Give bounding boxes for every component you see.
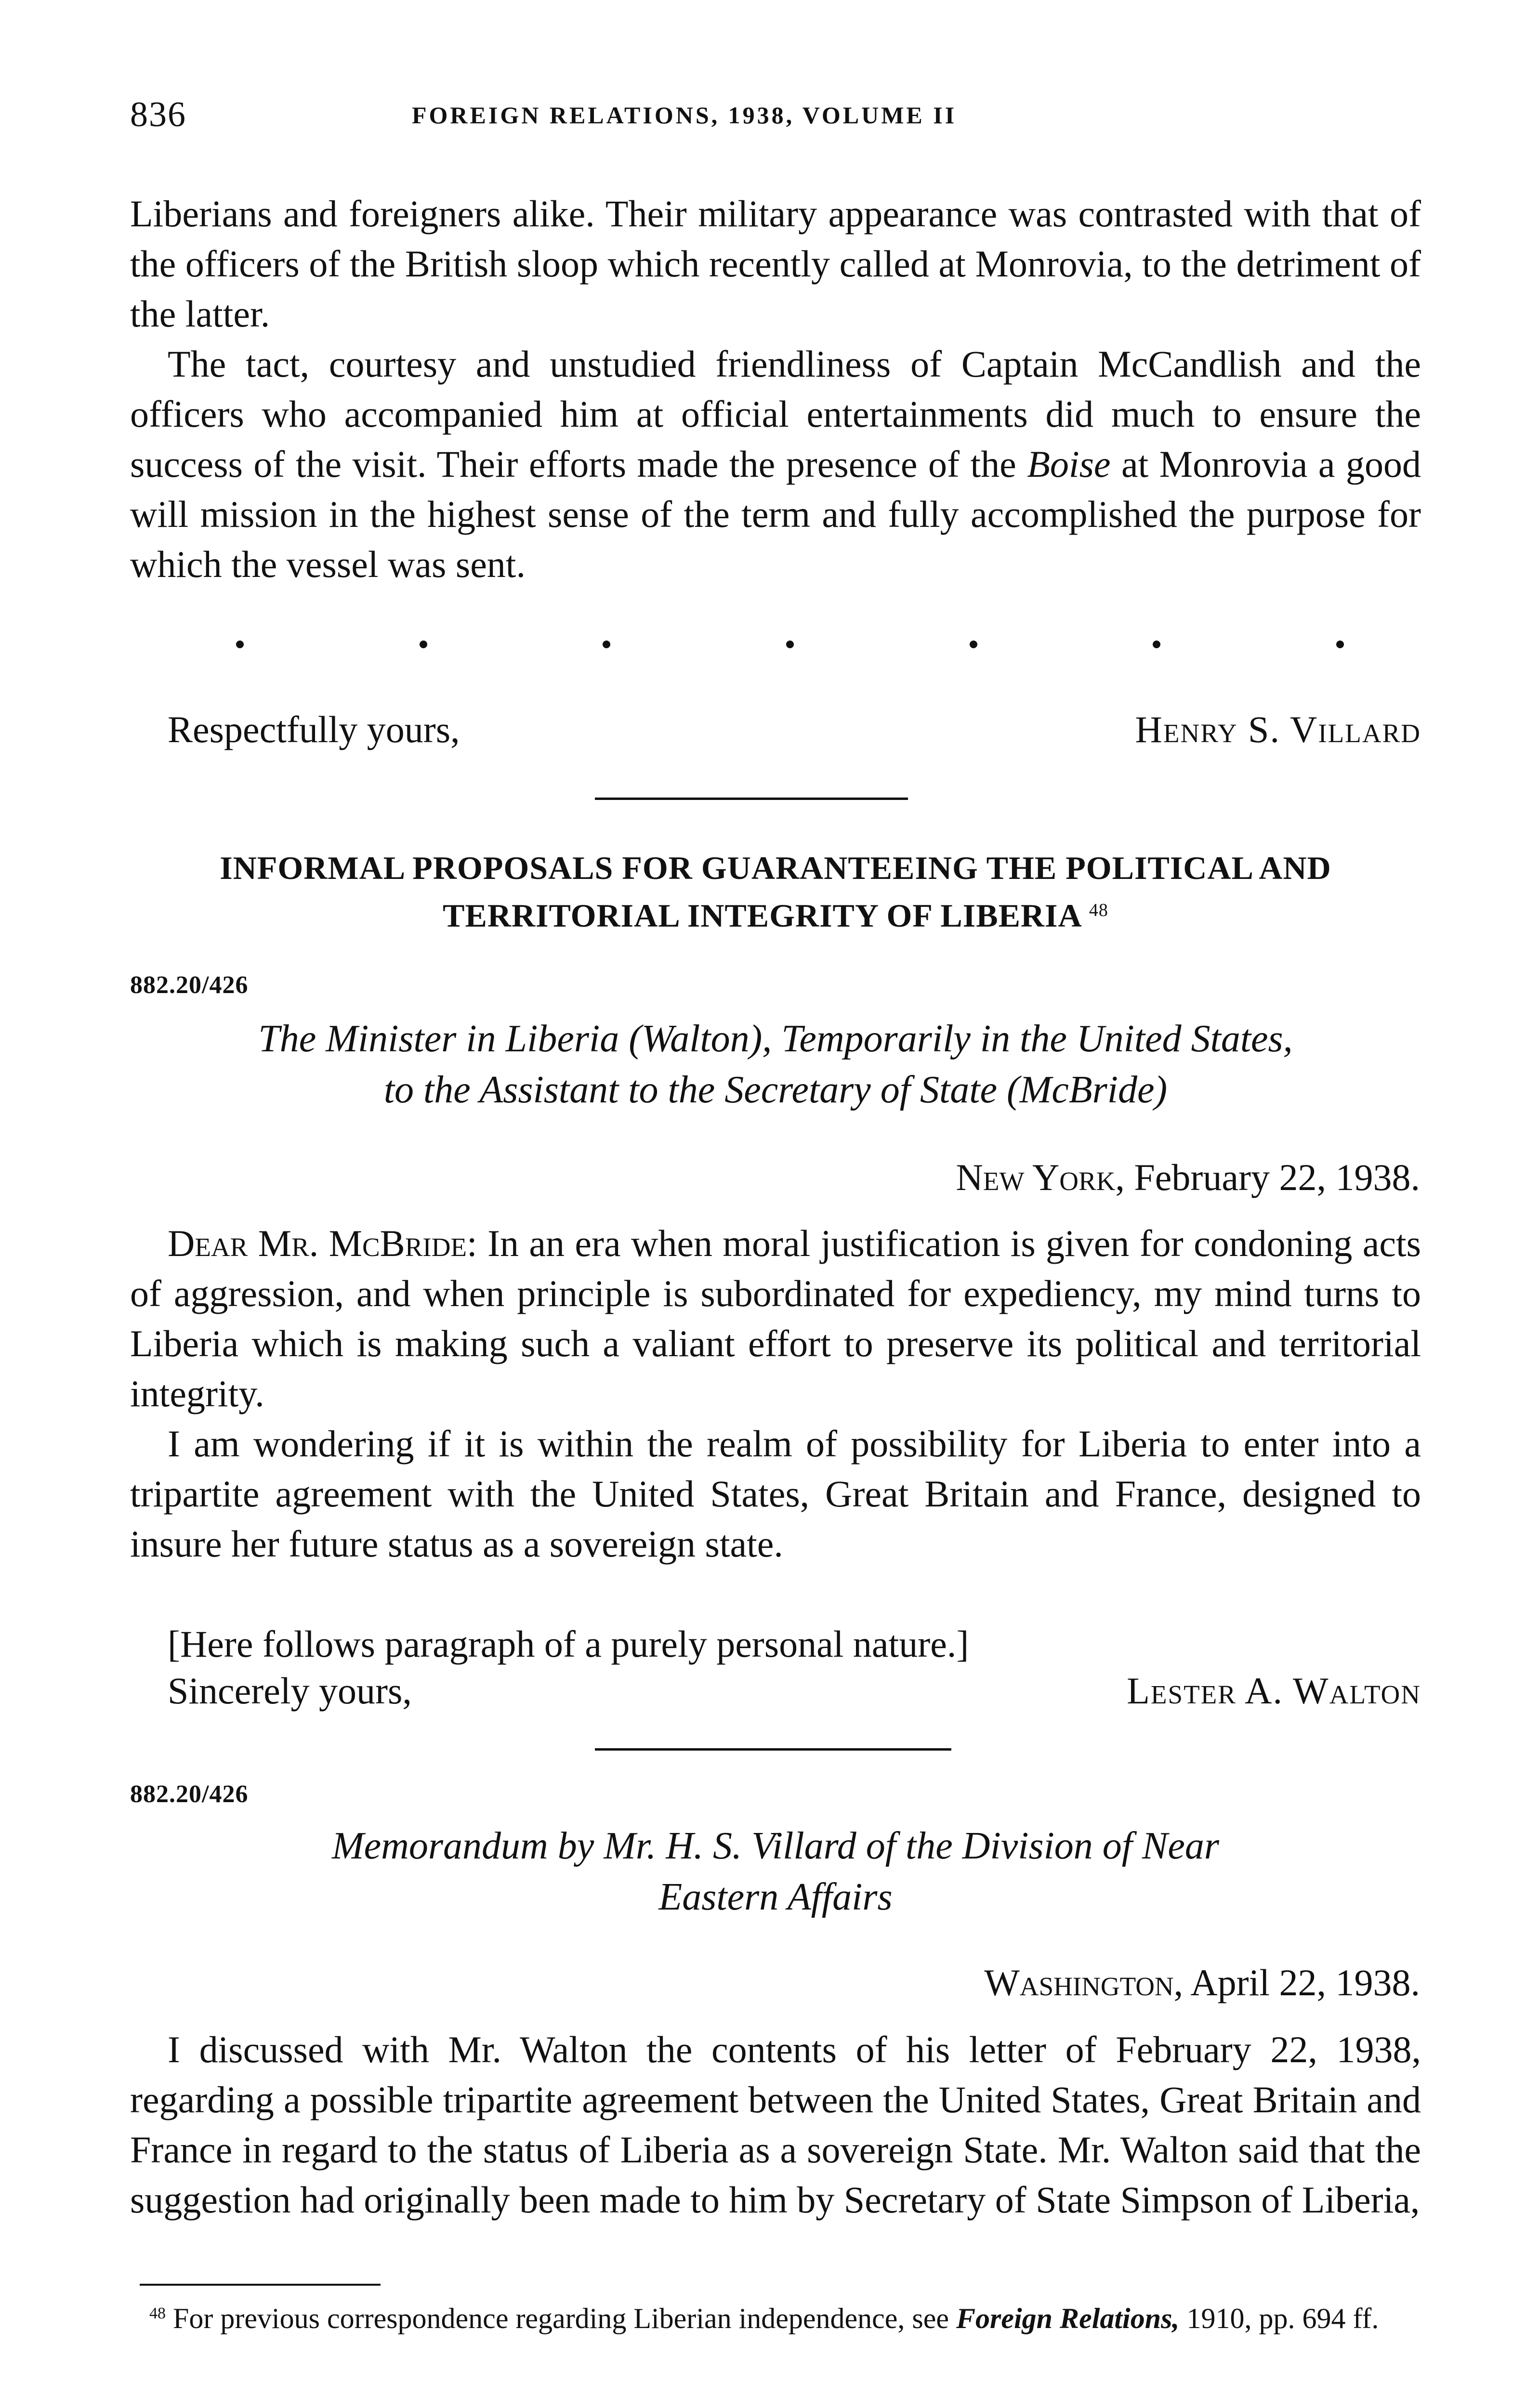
footnote-source-title: Foreign Relations,: [956, 2303, 1180, 2334]
page-number: 836: [130, 95, 186, 134]
opening-paragraph-1: Liberians and foreigners alike. Their military appearance was contrasted with that of the officers of the British sloop which recently called at Monrovia, to the detriment of the latter.: [130, 193, 1421, 335]
section-heading: [130, 847, 1421, 937]
letter-signature: Lester A. Walton: [1127, 1670, 1421, 1712]
omission-dot: [236, 641, 244, 648]
opening-paragraph-2: [130, 339, 1421, 589]
letter-salutation: Dear Mr. McBride:: [168, 1222, 477, 1264]
memo-file-number: 882.20/426: [130, 1780, 249, 1808]
footnote-text-a: For previous correspondence regarding Liberian independence, see: [173, 2303, 957, 2334]
memo-dateline: [984, 1961, 1420, 2004]
letter-divider: [595, 1748, 951, 1751]
letter-file-number: 882.20/426: [130, 971, 249, 999]
letter-paragraph-1-text: In an era when moral justification is given for condoning acts of aggression, and when principle is subordinated for expediency, my mind turns to Liberia which is making such a valiant effort to preserve its political and territorial integrity.: [130, 1222, 1421, 1414]
memo-title-line-2: Eastern Affairs: [658, 1876, 893, 1918]
footnote-marker: 48: [1089, 900, 1108, 920]
omission-dot: [603, 641, 610, 648]
memo-title: [130, 1820, 1421, 1923]
opening-paragraph-2-text-b: at Monrovia a good will mission in the highest sense of the term and fully accomplished the purpose for which the vessel was sent.: [130, 443, 1421, 585]
opening-closing: Respectfully yours,: [168, 708, 460, 750]
letter-title-line-2: to the Assistant to the Secretary of State (McBride): [383, 1069, 1168, 1111]
footnote-text-b: 1910, pp. 694 ff.: [1179, 2303, 1379, 2334]
letter-title: [130, 1013, 1421, 1115]
letter-title-line-1: The Minister in Liberia (Walton), Temporarily in the United States,: [258, 1018, 1293, 1060]
omission-dot: [786, 641, 794, 648]
letter-closing: Sincerely yours,: [168, 1670, 412, 1712]
memo-title-line-1: Memorandum by Mr. H. S. Villard of the Division of Near: [331, 1825, 1220, 1867]
omission-dot: [1336, 641, 1344, 648]
memo-dateline-place: Washington,: [984, 1962, 1184, 2003]
omission-dots: [236, 641, 1344, 648]
letter-dateline-place: New York,: [956, 1156, 1125, 1198]
omission-dot: [1153, 641, 1160, 648]
page-header: [130, 94, 1421, 147]
section-heading-text: INFORMAL PROPOSALS FOR GUARANTEEING THE POLITICAL AND TERRITORIAL INTEGRITY OF LIBERIA: [220, 850, 1331, 934]
opening-paragraph-2-text-a: The tact, courtesy and unstudied friendliness of Captain McCandlish and the officers who accompanied him at official entertainments did much to ensure the success of the visit. Their efforts made the presence of the: [130, 343, 1421, 485]
letter-paragraph-1: [130, 1218, 1421, 1419]
memo-dateline-date: April 22, 1938.: [1190, 1962, 1420, 2003]
footnote-rule: [140, 2284, 381, 2286]
footnote-number: 48: [149, 2304, 166, 2322]
footnote: [130, 2296, 1421, 2336]
letter-dateline: [956, 1156, 1420, 1199]
running-title: FOREIGN RELATIONS, 1938, VOLUME II: [412, 102, 957, 129]
omission-dot: [420, 641, 427, 648]
omission-dot: [970, 641, 977, 648]
ship-name: Boise: [1027, 443, 1111, 485]
letter-paragraph-2: I am wondering if it is within the realm of possibility for Liberia to enter into a tripartite agreement with the United States, Great Britain and France, designed to insure her future status as a sovereign state.: [130, 1423, 1421, 1565]
letter-dateline-date: February 22, 1938.: [1134, 1156, 1420, 1198]
section-divider: [595, 798, 908, 800]
memo-paragraph-1: I discussed with Mr. Walton the contents of his letter of February 22, 1938, regarding a possible tripartite agreement between the United States, Great Britain and France in regard to the status of Liberia as a sovereign State. Mr. Walton said that the suggestion had originally been made to him by Secretary of State Simpson of Liberia,: [130, 2028, 1421, 2221]
opening-signature: Henry S. Villard: [1135, 708, 1421, 750]
letter-paragraph-3: [Here follows paragraph of a purely personal nature.]: [168, 1623, 969, 1665]
